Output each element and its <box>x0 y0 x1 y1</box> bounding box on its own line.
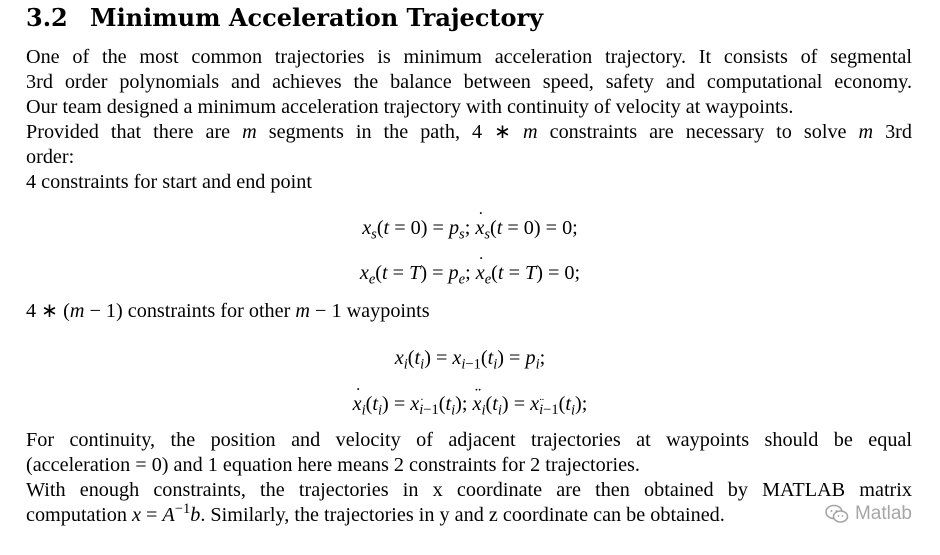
equation-end-condition: $x_e(t = T) = p_e$; x $˙_e(t = T) = 0$; <box>0 260 940 286</box>
section-heading <box>26 3 543 33</box>
waypoints-label: 4 ∗ (m − 1) constraints for other m − 1 waypoints <box>26 300 430 322</box>
paragraph2-line1: For continuity, the position and velocity of adjacent trajectories at waypoints should be equal <box>26 429 912 451</box>
wechat-icon <box>825 503 849 525</box>
equation-velocity-continuity: x $˙_i(t_i) = x_{i-1}(t_i)$; x $¨_i(t_i) = x_{i-1}(t_i)$; <box>0 391 940 417</box>
paragraph1-line4: Provided that there are m segments in the path, 4 ∗ m constraints are necessary to solve m 3rd <box>26 121 913 143</box>
equation-position-continuity: $x_i(t_i) = x_{i-1}(t_i) = p_i$; <box>394 347 546 373</box>
paragraph1-line5: order: <box>26 146 75 168</box>
var-m: m <box>858 121 874 143</box>
var-m: m <box>523 121 538 143</box>
paragraph3-line2: computation $x = A^{-1}b$. Similarly, the trajectories in y and z coordinate can be obtained. <box>26 501 725 526</box>
paragraph1-line3: Our team designed a minimum acceleration trajectory with continuity of velocity at waypoints. <box>26 96 794 118</box>
paragraph1-line2: 3rd order polynomials and achieves the balance between speed, safety and computational economy. <box>26 71 912 93</box>
paragraph2-line2: (acceleration = 0) and 1 equation here means 2 constraints for 2 trajectories. <box>26 454 640 476</box>
paragraph3-line1: With enough constraints, the trajectories in x coordinate are then obtained by MATLAB matrix <box>26 479 912 501</box>
watermark-text: Matlab <box>854 503 912 524</box>
paragraph1-line1: One of the most common trajectories is minimum acceleration trajectory. It consists of segmental <box>26 46 912 68</box>
watermark <box>825 501 912 527</box>
section-number: 3.2 <box>26 3 68 32</box>
section-title: Minimum Acceleration Trajectory <box>90 3 544 32</box>
var-m: m <box>242 121 257 143</box>
equation-start-condition: $x_s(t = 0) = p_s$; x $˙_s(t = 0) = 0$; <box>0 215 940 241</box>
start-end-label: 4 constraints for start and end point <box>26 171 312 193</box>
